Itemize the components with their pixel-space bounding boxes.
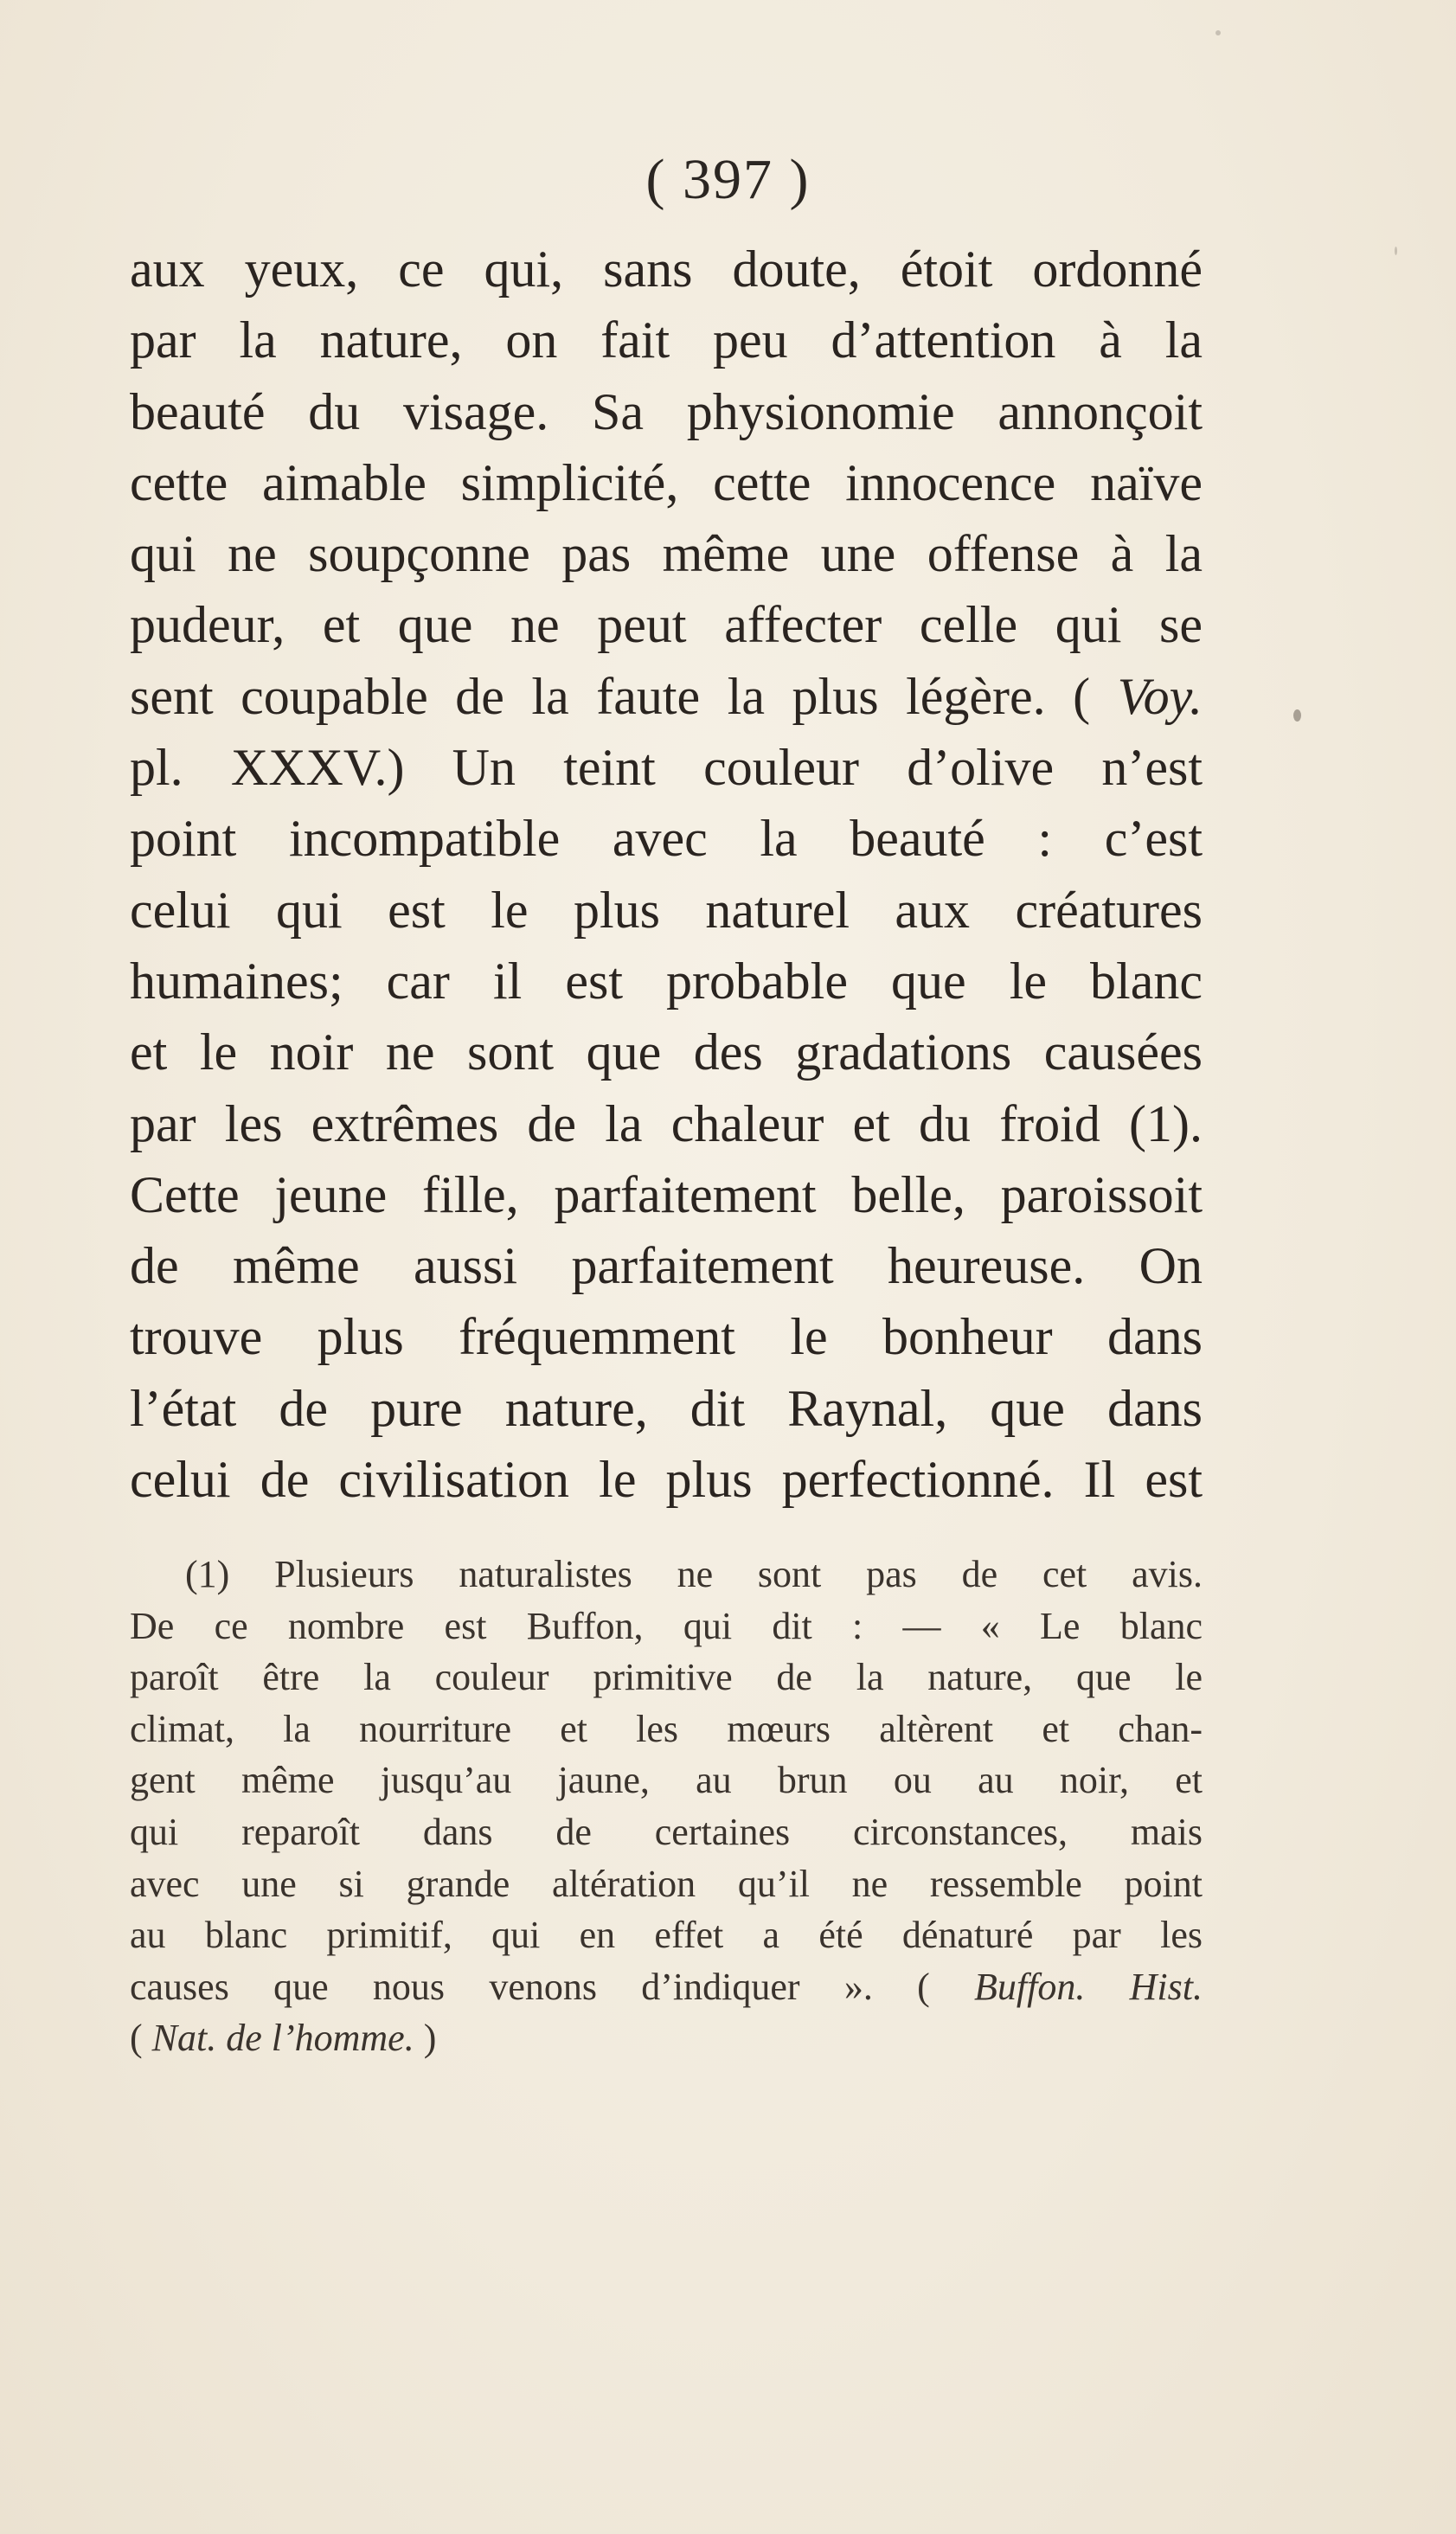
main-text (130, 234, 1203, 1515)
footnote-fragment: ) (423, 2017, 437, 2060)
text-line: beauté du visage. Sa physionomie annonçoit (130, 382, 1203, 440)
paper-speck (1215, 30, 1221, 35)
footnote-line: gent même jusqu’au jaune, au brun ou au noir, et (130, 1759, 1203, 1802)
footnote-line: qui reparoît dans de certaines circonstances, mais (130, 1810, 1203, 1853)
text-line: l’état de pure nature, dit Raynal, que dans (130, 1379, 1203, 1437)
text-line: par la nature, on fait peu d’attention à la (130, 311, 1203, 369)
footnote-line: au blanc primitif, qui en effet a été dénaturé par les (130, 1914, 1203, 1957)
text-line: trouve plus fréquemment le bonheur dans (130, 1308, 1203, 1366)
text-line: point incompatible avec la beauté : c’est (130, 810, 1203, 868)
text-line: cette aimable simplicité, cette innocence naïve (130, 453, 1203, 511)
text-line (130, 661, 1203, 732)
italic-citation: Buffon. Hist. (974, 1965, 1203, 2008)
text-line: celui de civilisation le plus perfectionné. Il est (130, 1451, 1203, 1509)
italic-reference: Voy. (1117, 667, 1203, 725)
paper-speck (1395, 247, 1397, 255)
footnote-line: avec une si grande altération qu’il ne ressemble point (130, 1862, 1203, 1905)
text-line: celui qui est le plus naturel aux créatures (130, 881, 1203, 939)
footnote-line: (1) Plusieurs naturalistes ne sont pas de cet avis. (185, 1553, 1203, 1595)
text-line: qui ne soupçonne pas même une offense à la (130, 525, 1203, 583)
text-line: de même aussi parfaitement heureuse. On (130, 1237, 1203, 1295)
footnote-fragment: ( (130, 2017, 143, 2060)
text-line: aux yeux, ce qui, sans doute, étoit ordonné (130, 241, 1203, 298)
footnote-line (130, 2012, 1203, 2064)
text-fragment: sent coupable de la faute la plus légère. ( (130, 667, 1091, 725)
footnote-line: climat, la nourriture et les mœurs altèrent et chan- (130, 1707, 1203, 1750)
footnote-line: De ce nombre est Buffon, qui dit : — « Le blanc (130, 1604, 1203, 1647)
footnote (130, 1549, 1203, 2064)
text-line: humaines; car il est probable que le blanc (130, 952, 1203, 1010)
text-line: Cette jeune fille, parfaitement belle, paroissoit (130, 1165, 1203, 1223)
page-number: ( 397 ) (645, 148, 811, 211)
footnote-fragment: causes que nous venons d’indiquer ». ( (130, 1965, 930, 2008)
text-line: par les extrêmes de la chaleur et du froid (1). (130, 1094, 1203, 1152)
text-line: pudeur, et que ne peut affecter celle qui se (130, 596, 1203, 654)
footnote-line (130, 1961, 1203, 2013)
text-line: pl. XXXV.) Un teint couleur d’olive n’est (130, 739, 1203, 797)
paper-speck (1293, 709, 1301, 722)
text-line: et le noir ne sont que des gradations causées (130, 1023, 1203, 1081)
italic-citation: Nat. de l’homme. (151, 2017, 414, 2060)
footnote-line: paroît être la couleur primitive de la nature, que le (130, 1656, 1203, 1699)
